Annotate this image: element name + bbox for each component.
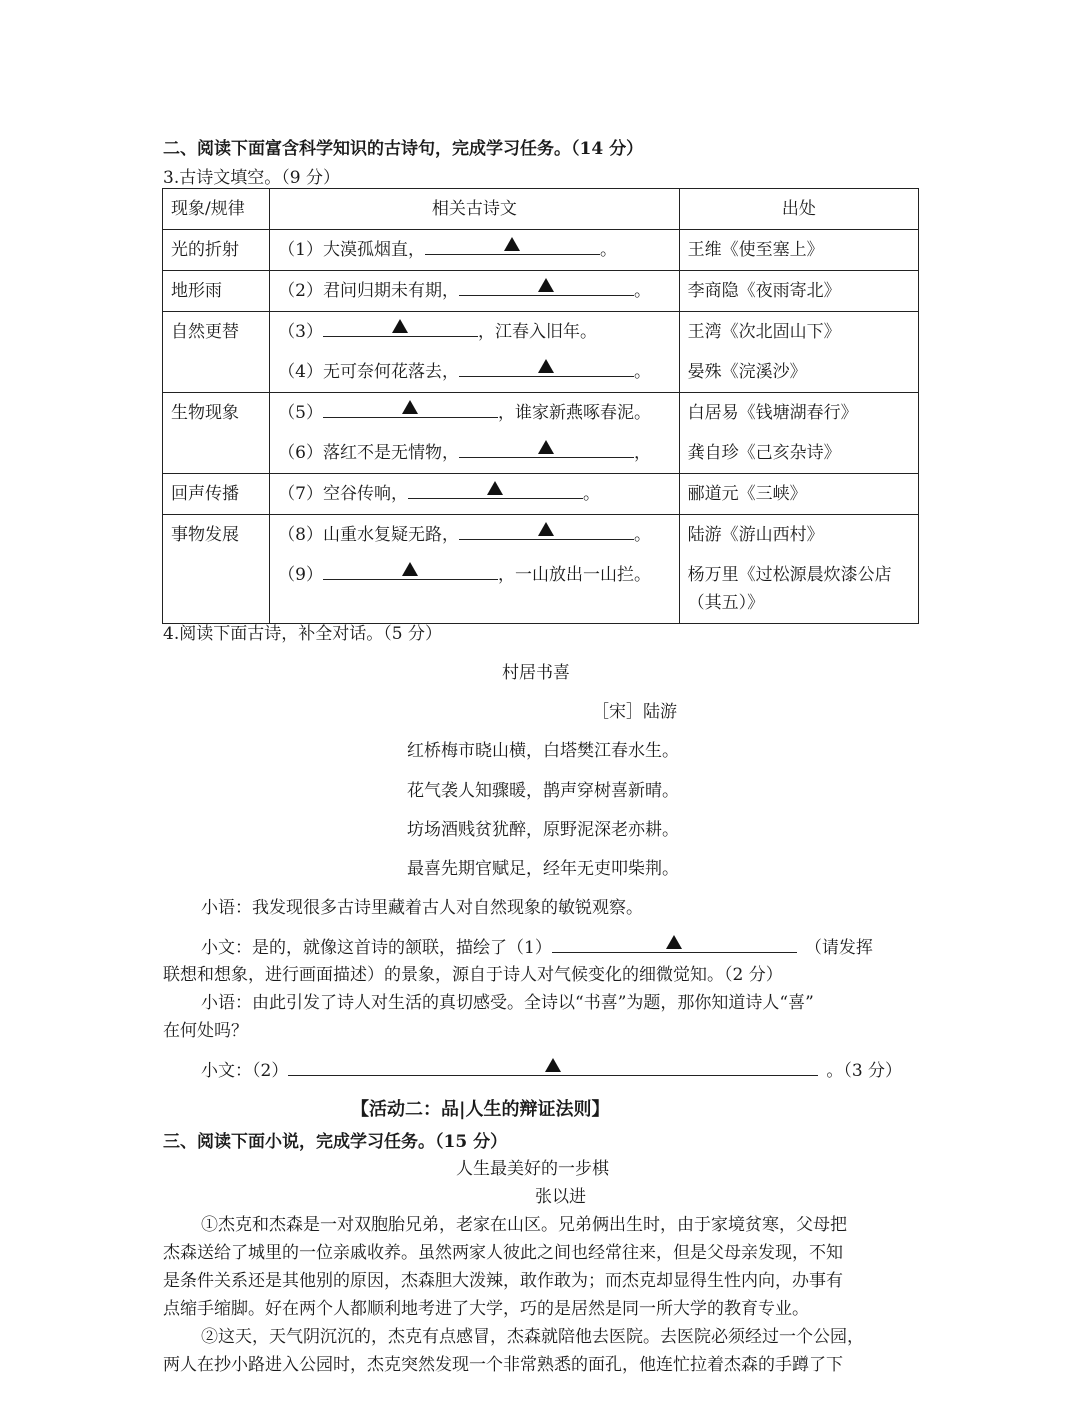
- triangle-marker-icon: [538, 359, 554, 373]
- answer-blank[interactable]: [552, 932, 797, 953]
- triangle-marker-icon: [538, 278, 554, 292]
- answer-blank[interactable]: [323, 397, 498, 418]
- row-source: 李商隐《夜雨寄北》: [679, 271, 918, 312]
- triangle-marker-icon: [402, 562, 418, 576]
- row-source: 白居易《钱塘湖春行》 龚自珍《己亥杂诗》: [679, 393, 918, 474]
- table-header-row: [163, 189, 919, 230]
- row-source: 王湾《次北固山下》 晏殊《浣溪沙》: [679, 312, 918, 393]
- row-category: 回声传播: [163, 474, 270, 515]
- answer-blank[interactable]: [459, 519, 634, 540]
- triangle-marker-icon: [538, 522, 554, 536]
- row-category: 光的折射: [163, 230, 270, 271]
- row-poem-cell: （2）君问归期未有期， 。: [270, 271, 680, 312]
- poem-title: 村居书喜: [502, 663, 570, 683]
- answer-blank[interactable]: [323, 316, 478, 337]
- paragraph-1-line-2: 杰森送给了城里的一位亲戚收养。虽然两家人彼此之间也经常往来，但是父母亲发现，不知: [163, 1243, 843, 1263]
- triangle-marker-icon: [666, 935, 682, 949]
- activity-2-title: 【活动二：品|人生的辩证法则】: [351, 1099, 610, 1120]
- table-row: [163, 474, 919, 515]
- dialog-xiaoyu-2: 小语：由此引发了诗人对生活的真切感受。全诗以“书喜”为题，那你知道诗人“喜”: [201, 993, 814, 1013]
- paragraph-1-line-1: ①杰克和杰森是一对双胞胎兄弟，老家在山区。兄弟俩出生时，由于家境贫寒，父母把: [201, 1215, 847, 1235]
- paragraph-2-line-2: 两人在抄小路进入公园时，杰克突然发现一个非常熟悉的面孔，他连忙拉着杰森的手蹲了下: [163, 1355, 843, 1375]
- answer-blank[interactable]: [425, 234, 600, 255]
- row-poem-cell: （5） ，谁家新燕啄春泥。 （6）落红不是无情物， ，: [270, 393, 680, 474]
- triangle-marker-icon: [487, 481, 503, 495]
- answer-blank[interactable]: [408, 478, 583, 499]
- poem-line-4: 最喜先期官赋足，经年无吏叩柴荆。: [407, 859, 679, 879]
- table-row: [163, 271, 919, 312]
- row-category: 自然更替: [163, 312, 270, 393]
- story-author: 张以进: [535, 1187, 586, 1207]
- question-4-title: 4.阅读下面古诗，补全对话。（5 分）: [163, 624, 442, 644]
- header-source: 出处: [679, 189, 918, 230]
- poem-line-1: 红桥梅市晓山横，白塔樊江春水生。: [407, 741, 679, 761]
- row-poem-cell: （3） ，江春入旧年。 （4）无可奈何花落去， 。: [270, 312, 680, 393]
- question-3-title: 3.古诗文填空。（9 分）: [163, 168, 340, 188]
- row-source: 陆游《游山西村》 杨万里《过松源晨炊漆公店（其五）》: [679, 515, 918, 624]
- row-source: 郦道元《三峡》: [679, 474, 918, 515]
- row-category: 地形雨: [163, 271, 270, 312]
- table-row: [163, 230, 919, 271]
- row-category: 事物发展: [163, 515, 270, 624]
- table-row: [163, 312, 919, 393]
- story-title: 人生最美好的一步棋: [456, 1159, 609, 1179]
- answer-blank[interactable]: [288, 1055, 818, 1076]
- dialog-xiaoyu-2-cont: 在何处吗？: [163, 1021, 248, 1041]
- dialog-xiaowen-1-cont: 联想和想象，进行画面描述）的景象，源自于诗人对气候变化的细微觉知。（2 分）: [163, 965, 783, 985]
- paragraph-1-line-3: 是条件关系还是其他别的原因，杰森胆大泼辣，敢作敢为；而杰克却显得生性内向，办事有: [163, 1271, 843, 1291]
- answer-blank[interactable]: [323, 559, 498, 580]
- row-category: 生物现象: [163, 393, 270, 474]
- poetry-fill-table: [162, 188, 919, 624]
- answer-blank[interactable]: [459, 437, 634, 458]
- section-3-title: 三、阅读下面小说，完成学习任务。（15 分）: [163, 1132, 508, 1152]
- row-poem-cell: （1）大漠孤烟直， 。: [270, 230, 680, 271]
- triangle-marker-icon: [545, 1058, 561, 1072]
- header-poem: 相关古诗文: [270, 189, 680, 230]
- header-phenomenon: 现象/规律: [163, 189, 270, 230]
- row-source: 王维《使至塞上》: [679, 230, 918, 271]
- paragraph-1-line-4: 点缩手缩脚。好在两个人都顺利地考进了大学，巧的是居然是同一所大学的教育专业。: [163, 1299, 809, 1319]
- table-row: [163, 393, 919, 474]
- dialog-xiaoyu-1: 小语：我发现很多古诗里藏着古人对自然现象的敏锐观察。: [201, 898, 643, 918]
- poem-line-2: 花气袭人知骤暖，鹊声穿树喜新晴。: [407, 781, 679, 801]
- paragraph-2-line-1: ②这天，天气阴沉沉的，杰克有点感冒，杰森就陪他去医院。去医院必须经过一个公园，: [201, 1327, 864, 1347]
- dialog-xiaowen-2: 小文：（2） 。（3 分）: [201, 1055, 902, 1081]
- answer-blank[interactable]: [459, 275, 634, 296]
- row-poem-cell: （8）山重水复疑无路， 。 （9） ，一山放出一山拦。: [270, 515, 680, 624]
- triangle-marker-icon: [392, 319, 408, 333]
- answer-blank[interactable]: [459, 356, 634, 377]
- triangle-marker-icon: [504, 237, 520, 251]
- poem-author: ［宋］陆游: [592, 702, 677, 722]
- dialog-xiaowen-1: 小文：是的，就像这首诗的颔联，描绘了（1） （请发挥: [201, 932, 873, 958]
- row-poem-cell: （7）空谷传响， 。: [270, 474, 680, 515]
- triangle-marker-icon: [538, 440, 554, 454]
- table-row: [163, 515, 919, 624]
- poem-line-3: 坊场酒贱贫犹醉，原野泥深老亦耕。: [407, 820, 679, 840]
- triangle-marker-icon: [402, 400, 418, 414]
- section-2-title: 二、阅读下面富含科学知识的古诗句，完成学习任务。（14 分）: [163, 139, 644, 159]
